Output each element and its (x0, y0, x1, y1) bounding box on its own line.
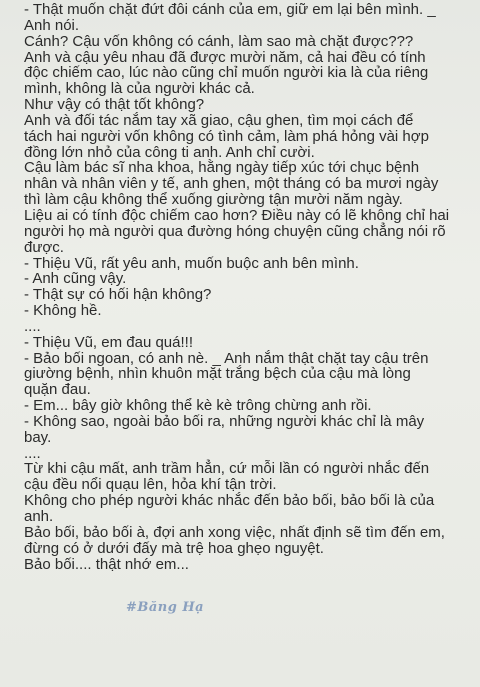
watermark-signature: #Băng Hạ (126, 600, 205, 615)
text-line: Anh nói. (24, 16, 80, 34)
text-line: được. (24, 238, 64, 256)
text-line: - Không sao, ngoài bảo bối ra, những người khác chỉ là mây (24, 412, 425, 430)
text-line: quặn đau. (24, 381, 91, 399)
text-line: thì làm cậu không thể xuống giường tận mười năm ngày. (24, 191, 403, 209)
text-line: độc chiếm cao, lúc nào cũng chỉ muốn người kia là của riêng (24, 64, 429, 82)
text-line: Anh và cậu yêu nhau đã được mười năm, cả hai đều có tính (24, 48, 426, 66)
text-line: cậu đều nổi quạu lên, hỏa khí tận trời. (24, 476, 277, 494)
text-line: đồng lớn nhỏ của công ti anh. Anh chỉ cười. (24, 143, 315, 161)
text-line: anh. (24, 508, 54, 525)
text-line: Như vậy có thật tốt không? (24, 96, 205, 114)
text-line: tách hai người vốn không có tình cảm, làm phá hỏng vài hợp (24, 127, 429, 145)
text-line: Cậu làm bác sĩ nha khoa, hằng ngày tiếp xúc tới chục bệnh (24, 159, 420, 177)
text-line: - Bảo bối ngoan, có anh nè. _ Anh nắm thật chặt tay cậu trên (24, 349, 429, 367)
text-line: - Em... bây giờ không thể kè kè trông chừng anh rồi. (24, 397, 372, 415)
text-line: Bảo bối, bảo bối à, đợi anh xong việc, nhất định sẽ tìm đến em, (24, 523, 445, 541)
text-line: giường bệnh, nhìn khuôn mặt trắng bệch của cậu mà lòng (24, 365, 411, 383)
text-line: Từ khi cậu mất, anh trầm hẳn, cứ mỗi lần có người nhắc đến (24, 460, 430, 478)
text-line: Không cho phép người khác nhắc đến bảo bối, bảo bối là của (24, 492, 435, 510)
text-line: - Thật muốn chặt đứt đôi cánh của em, giữ em lại bên mình. _ (24, 1, 436, 18)
text-line: mình, không là của người khác cả. (24, 80, 255, 98)
text-line: Bảo bối.... thật nhớ em... (24, 555, 189, 573)
text-line: đừng có ở dưới đấy mà trệ hoa ghẹo nguyệt. (24, 539, 324, 557)
story-text (24, 2, 474, 572)
text-line: - Thiệu Vũ, rất yêu anh, muốn buộc anh bên mình. (24, 254, 359, 272)
text-line: .... (24, 444, 41, 462)
text-line: bay. (24, 428, 52, 446)
text-line: người họ mà người qua đường hóng chuyện cũng chẳng nói rõ (24, 222, 446, 240)
text-line: nhân và nhân viên y tế, anh ghen, một tháng có ba mươi ngày (24, 175, 439, 193)
text-line: - Thiệu Vũ, em đau quá!!! (24, 333, 193, 351)
text-line: Cánh? Cậu vốn không có cánh, làm sao mà chặt được??? (24, 32, 414, 50)
text-line: - Anh cũng vậy. (24, 270, 127, 288)
text-line: .... (24, 317, 41, 335)
text-line: Anh và đối tác nắm tay xã giao, cậu ghen, tìm mọi cách để (24, 111, 414, 129)
text-line: Liệu ai có tính độc chiếm cao hơn? Điều này có lẽ không chỉ hai (24, 206, 450, 224)
text-line: - Không hề. (24, 302, 102, 320)
text-line: - Thật sự có hối hận không? (24, 286, 212, 304)
